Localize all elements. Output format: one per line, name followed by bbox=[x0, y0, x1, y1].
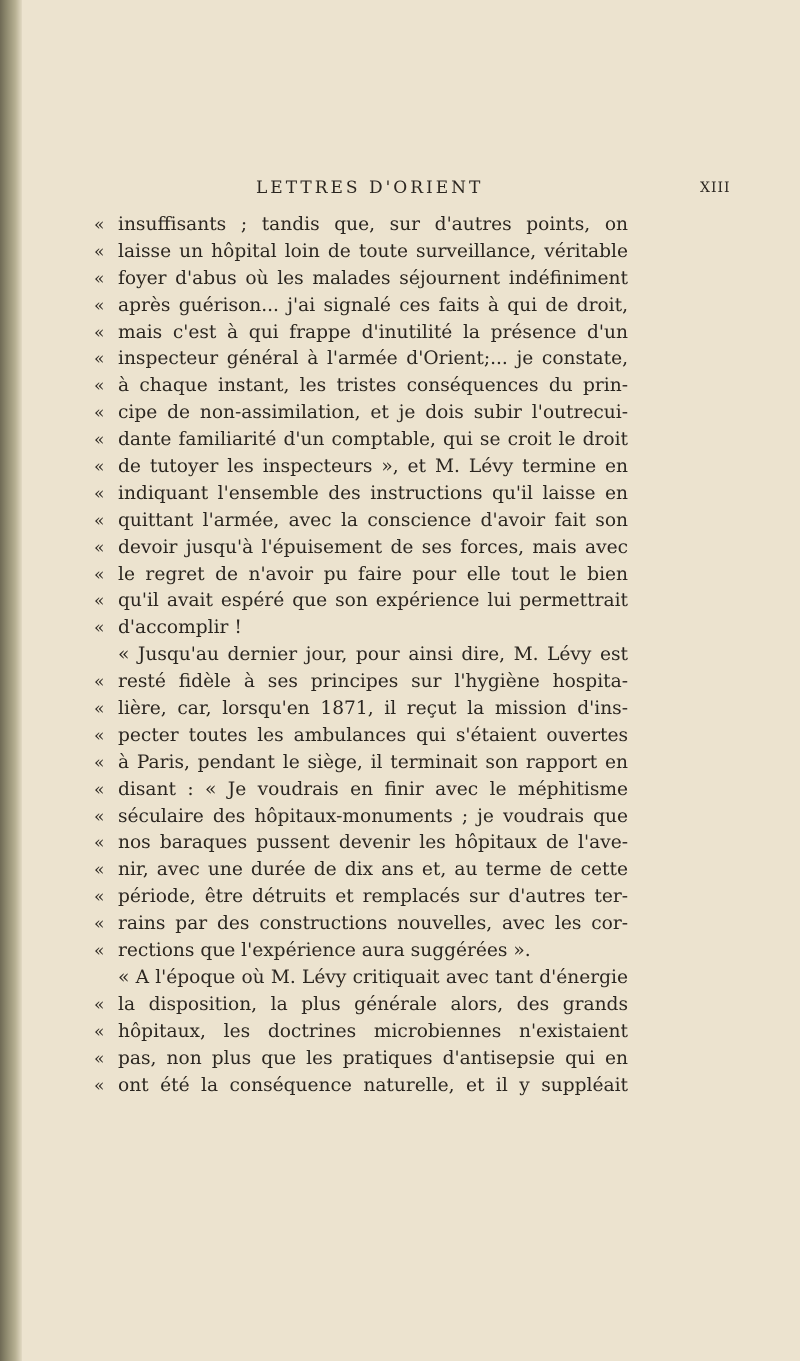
quote-mark: « bbox=[94, 1021, 105, 1042]
text-line bbox=[94, 239, 634, 266]
quote-mark: « bbox=[94, 699, 105, 720]
line-text: nir, avec une durée de dix ans et, au terme de cette bbox=[118, 859, 628, 881]
quote-mark: « bbox=[94, 457, 105, 478]
quote-mark: « bbox=[94, 779, 105, 800]
text-line bbox=[94, 1046, 634, 1073]
line-text: de tutoyer les inspecteurs », et M. Lévy termine en bbox=[118, 456, 628, 478]
quote-mark: « bbox=[94, 725, 105, 746]
line-text: devoir jusqu'à l'épuisement de ses forces, mais avec bbox=[118, 536, 628, 558]
line-text: cipe de non-assimilation, et je dois subir l'outrecui- bbox=[118, 402, 628, 424]
text-line bbox=[94, 535, 634, 562]
quote-mark: « bbox=[94, 510, 105, 531]
line-text: après guérison... j'ai signalé ces faits à qui de droit, bbox=[118, 294, 628, 316]
text-line bbox=[94, 293, 634, 320]
line-text: ont été la conséquence naturelle, et il y suppléait bbox=[118, 1074, 628, 1096]
line-text: mais c'est à qui frappe d'inutilité la présence d'un bbox=[118, 321, 628, 343]
quote-mark: « bbox=[94, 672, 105, 693]
page-header bbox=[0, 178, 800, 200]
line-text: dante familiarité d'un comptable, qui se croit le droit bbox=[118, 429, 628, 451]
text-line bbox=[94, 346, 634, 373]
line-text: lière, car, lorsqu'en 1871, il reçut la mission d'ins- bbox=[118, 698, 628, 720]
quote-mark: « bbox=[94, 1048, 105, 1069]
quote-mark: « bbox=[94, 268, 105, 289]
text-line bbox=[94, 1019, 634, 1046]
quote-mark: « bbox=[94, 295, 105, 316]
quote-mark: « bbox=[94, 376, 105, 397]
quote-mark: « bbox=[94, 887, 105, 908]
line-text: la disposition, la plus générale alors, des grands bbox=[118, 993, 628, 1015]
text-line bbox=[94, 992, 634, 1019]
text-line bbox=[94, 669, 634, 696]
quote-mark: « bbox=[94, 941, 105, 962]
quote-mark: « bbox=[94, 483, 105, 504]
quote-mark: « bbox=[94, 241, 105, 262]
line-text: période, être détruits et remplacés sur d'autres ter- bbox=[118, 886, 628, 908]
line-text: quittant l'armée, avec la conscience d'avoir fait son bbox=[118, 509, 628, 531]
text-line bbox=[94, 320, 634, 347]
quote-mark: « bbox=[94, 537, 105, 558]
text-line bbox=[94, 508, 634, 535]
text-line bbox=[94, 615, 634, 642]
quote-mark: « bbox=[94, 752, 105, 773]
text-line bbox=[94, 911, 634, 938]
quote-mark: « bbox=[94, 833, 105, 854]
line-text: rections que l'expérience aura suggérées ». bbox=[118, 940, 531, 962]
text-line bbox=[94, 750, 634, 777]
text-line bbox=[94, 857, 634, 884]
body-text bbox=[94, 212, 634, 1099]
text-line bbox=[94, 642, 634, 669]
line-text: « A l'époque où M. Lévy critiquait avec tant d'énergie bbox=[118, 966, 628, 988]
text-line bbox=[94, 562, 634, 589]
quote-mark: « bbox=[94, 430, 105, 451]
text-line bbox=[94, 1073, 634, 1100]
line-text: qu'il avait espéré que son expérience lui permettrait bbox=[118, 590, 628, 612]
text-line bbox=[94, 938, 634, 965]
page-number: XIII bbox=[700, 180, 731, 196]
running-title: LETTRES D'ORIENT bbox=[256, 178, 484, 198]
line-text: d'accomplir ! bbox=[118, 617, 242, 639]
text-line bbox=[94, 400, 634, 427]
quote-mark: « bbox=[94, 349, 105, 370]
line-text: laisse un hôpital loin de toute surveillance, véritable bbox=[118, 240, 628, 262]
line-text: séculaire des hôpitaux-monuments ; je voudrais que bbox=[118, 805, 628, 827]
text-line bbox=[94, 884, 634, 911]
text-line bbox=[94, 454, 634, 481]
quote-mark: « bbox=[94, 403, 105, 424]
text-line bbox=[94, 266, 634, 293]
quote-mark: « bbox=[94, 860, 105, 881]
line-text: pecter toutes les ambulances qui s'étaient ouvertes bbox=[118, 724, 628, 746]
text-line bbox=[94, 777, 634, 804]
line-text: rains par des constructions nouvelles, avec les cor- bbox=[118, 913, 628, 935]
line-text: à chaque instant, les tristes conséquences du prin- bbox=[118, 375, 628, 397]
line-text: indiquant l'ensemble des instructions qu'il laisse en bbox=[118, 482, 628, 504]
text-line bbox=[94, 212, 634, 239]
line-text: inspecteur général à l'armée d'Orient;... je constate, bbox=[118, 348, 628, 370]
line-text: insuffisants ; tandis que, sur d'autres points, on bbox=[118, 214, 628, 235]
line-text: pas, non plus que les pratiques d'antisepsie qui en bbox=[118, 1047, 628, 1069]
quote-mark: « bbox=[94, 215, 105, 235]
text-line bbox=[94, 830, 634, 857]
line-text: resté fidèle à ses principes sur l'hygiène hospita- bbox=[118, 671, 628, 693]
quote-mark: « bbox=[94, 806, 105, 827]
line-text: « Jusqu'au dernier jour, pour ainsi dire, M. Lévy est bbox=[118, 644, 628, 666]
line-text: nos baraques pussent devenir les hôpitaux de l'ave- bbox=[118, 832, 628, 854]
line-text: hôpitaux, les doctrines microbiennes n'existaient bbox=[118, 1020, 628, 1042]
text-line bbox=[94, 696, 634, 723]
text-line bbox=[94, 723, 634, 750]
quote-mark: « bbox=[94, 618, 105, 639]
text-line bbox=[94, 588, 634, 615]
quote-mark: « bbox=[94, 1075, 105, 1096]
text-line bbox=[94, 427, 634, 454]
line-text: foyer d'abus où les malades séjournent indéfiniment bbox=[118, 267, 628, 289]
quote-mark: « bbox=[94, 914, 105, 935]
line-text: le regret de n'avoir pu faire pour elle tout le bien bbox=[118, 563, 628, 585]
text-line bbox=[94, 804, 634, 831]
text-line bbox=[94, 373, 634, 400]
line-text: à Paris, pendant le siège, il terminait son rapport en bbox=[118, 751, 628, 773]
text-line bbox=[94, 965, 634, 992]
text-line bbox=[94, 481, 634, 508]
line-text: disant : « Je voudrais en finir avec le méphitisme bbox=[118, 778, 628, 800]
quote-mark: « bbox=[94, 322, 105, 343]
quote-mark: « bbox=[94, 564, 105, 585]
quote-mark: « bbox=[94, 591, 105, 612]
quote-mark: « bbox=[94, 994, 105, 1015]
